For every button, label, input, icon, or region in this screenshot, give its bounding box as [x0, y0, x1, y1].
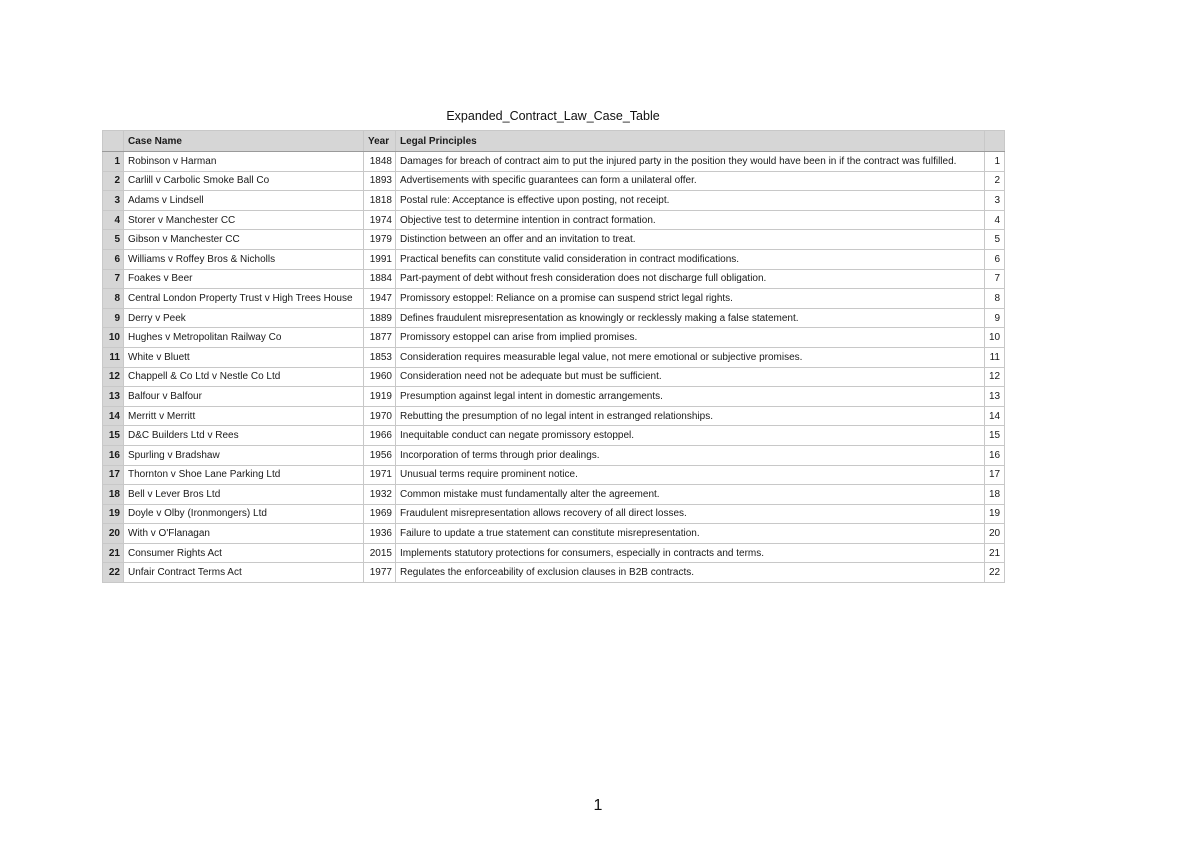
index-cell: 18 — [985, 485, 1005, 505]
index-cell: 2 — [985, 171, 1005, 191]
legal-principle-cell: Damages for breach of contract aim to put the injured party in the position they would have been in if the contract was fulfilled. — [396, 152, 985, 172]
index-cell: 10 — [985, 328, 1005, 348]
table-row — [103, 426, 1005, 446]
table-row — [103, 210, 1005, 230]
index-cell: 16 — [985, 445, 1005, 465]
table-row — [103, 171, 1005, 191]
case-name-cell: Robinson v Harman — [124, 152, 364, 172]
year-cell: 1936 — [364, 524, 396, 544]
row-number-cell: 22 — [103, 563, 124, 583]
legal-principle-cell: Promissory estoppel can arise from implied promises. — [396, 328, 985, 348]
row-number-cell: 9 — [103, 308, 124, 328]
index-cell: 14 — [985, 406, 1005, 426]
row-number-cell: 7 — [103, 269, 124, 289]
index-cell: 4 — [985, 210, 1005, 230]
legal-principle-cell: Advertisements with specific guarantees can form a unilateral offer. — [396, 171, 985, 191]
case-name-cell: Hughes v Metropolitan Railway Co — [124, 328, 364, 348]
row-number-cell: 3 — [103, 191, 124, 211]
header-row-number — [103, 131, 124, 152]
case-name-cell: Unfair Contract Terms Act — [124, 563, 364, 583]
page-title: Expanded_Contract_Law_Case_Table — [446, 109, 660, 123]
index-cell: 1 — [985, 152, 1005, 172]
row-number-cell: 19 — [103, 504, 124, 524]
row-number-cell: 1 — [103, 152, 124, 172]
case-name-cell: Derry v Peek — [124, 308, 364, 328]
table-row — [103, 269, 1005, 289]
legal-principle-cell: Incorporation of terms through prior dealings. — [396, 445, 985, 465]
index-cell: 8 — [985, 289, 1005, 309]
year-cell: 1960 — [364, 367, 396, 387]
index-cell: 17 — [985, 465, 1005, 485]
row-number-cell: 17 — [103, 465, 124, 485]
row-number-cell: 20 — [103, 524, 124, 544]
legal-principle-cell: Unusual terms require prominent notice. — [396, 465, 985, 485]
table-row — [103, 563, 1005, 583]
legal-principle-cell: Implements statutory protections for consumers, especially in contracts and terms. — [396, 543, 985, 563]
index-cell: 19 — [985, 504, 1005, 524]
legal-principle-cell: Defines fraudulent misrepresentation as knowingly or recklessly making a false statement. — [396, 308, 985, 328]
row-number-cell: 21 — [103, 543, 124, 563]
year-cell: 1889 — [364, 308, 396, 328]
index-cell: 9 — [985, 308, 1005, 328]
table-row — [103, 328, 1005, 348]
legal-principle-cell: Part-payment of debt without fresh consideration does not discharge full obligation. — [396, 269, 985, 289]
table-row — [103, 230, 1005, 250]
year-cell: 1884 — [364, 269, 396, 289]
year-cell: 1818 — [364, 191, 396, 211]
year-cell: 1893 — [364, 171, 396, 191]
header-row — [103, 131, 1005, 152]
table-row — [103, 289, 1005, 309]
case-name-cell: Consumer Rights Act — [124, 543, 364, 563]
year-cell: 1877 — [364, 328, 396, 348]
year-cell: 1932 — [364, 485, 396, 505]
index-cell: 15 — [985, 426, 1005, 446]
page-number: 1 — [593, 797, 603, 814]
legal-principle-cell: Practical benefits can constitute valid consideration in contract modifications. — [396, 249, 985, 269]
case-table — [102, 130, 1005, 583]
table-row — [103, 504, 1005, 524]
case-name-cell: Merritt v Merritt — [124, 406, 364, 426]
case-name-cell: Gibson v Manchester CC — [124, 230, 364, 250]
legal-principle-cell: Regulates the enforceability of exclusion clauses in B2B contracts. — [396, 563, 985, 583]
index-cell: 6 — [985, 249, 1005, 269]
row-number-cell: 18 — [103, 485, 124, 505]
header-case-name: Case Name — [124, 131, 364, 152]
year-cell: 1853 — [364, 347, 396, 367]
table-row — [103, 347, 1005, 367]
legal-principle-cell: Consideration need not be adequate but must be sufficient. — [396, 367, 985, 387]
table-row — [103, 465, 1005, 485]
case-name-cell: Williams v Roffey Bros & Nicholls — [124, 249, 364, 269]
case-name-cell: Balfour v Balfour — [124, 387, 364, 407]
case-name-cell: D&C Builders Ltd v Rees — [124, 426, 364, 446]
table-row — [103, 387, 1005, 407]
case-name-cell: White v Bluett — [124, 347, 364, 367]
header-year: Year — [364, 131, 396, 152]
row-number-cell: 6 — [103, 249, 124, 269]
case-name-cell: Storer v Manchester CC — [124, 210, 364, 230]
row-number-cell: 5 — [103, 230, 124, 250]
year-cell: 1979 — [364, 230, 396, 250]
row-number-cell: 2 — [103, 171, 124, 191]
case-name-cell: Bell v Lever Bros Ltd — [124, 485, 364, 505]
legal-principle-cell: Rebutting the presumption of no legal intent in estranged relationships. — [396, 406, 985, 426]
table-row — [103, 308, 1005, 328]
legal-principle-cell: Consideration requires measurable legal value, not mere emotional or subjective promises. — [396, 347, 985, 367]
index-cell: 5 — [985, 230, 1005, 250]
table-row — [103, 249, 1005, 269]
header-legal-principles: Legal Principles — [396, 131, 985, 152]
legal-principle-cell: Failure to update a true statement can constitute misrepresentation. — [396, 524, 985, 544]
case-name-cell: With v O'Flanagan — [124, 524, 364, 544]
table-row — [103, 445, 1005, 465]
year-cell: 1969 — [364, 504, 396, 524]
year-cell: 1956 — [364, 445, 396, 465]
legal-principle-cell: Distinction between an offer and an invitation to treat. — [396, 230, 985, 250]
header-index — [985, 131, 1005, 152]
table-row — [103, 152, 1005, 172]
table-header — [103, 131, 1005, 152]
year-cell: 1974 — [364, 210, 396, 230]
row-number-cell: 14 — [103, 406, 124, 426]
year-cell: 1971 — [364, 465, 396, 485]
case-name-cell: Adams v Lindsell — [124, 191, 364, 211]
case-name-cell: Chappell & Co Ltd v Nestle Co Ltd — [124, 367, 364, 387]
index-cell: 13 — [985, 387, 1005, 407]
row-number-cell: 10 — [103, 328, 124, 348]
year-cell: 1970 — [364, 406, 396, 426]
legal-principle-cell: Promissory estoppel: Reliance on a promise can suspend strict legal rights. — [396, 289, 985, 309]
case-name-cell: Doyle v Olby (Ironmongers) Ltd — [124, 504, 364, 524]
year-cell: 1991 — [364, 249, 396, 269]
row-number-cell: 13 — [103, 387, 124, 407]
table-row — [103, 543, 1005, 563]
legal-principle-cell: Common mistake must fundamentally alter the agreement. — [396, 485, 985, 505]
year-cell: 1977 — [364, 563, 396, 583]
index-cell: 3 — [985, 191, 1005, 211]
index-cell: 20 — [985, 524, 1005, 544]
legal-principle-cell: Inequitable conduct can negate promissory estoppel. — [396, 426, 985, 446]
year-cell: 1947 — [364, 289, 396, 309]
case-name-cell: Spurling v Bradshaw — [124, 445, 364, 465]
case-name-cell: Carlill v Carbolic Smoke Ball Co — [124, 171, 364, 191]
legal-principle-cell: Postal rule: Acceptance is effective upon posting, not receipt. — [396, 191, 985, 211]
case-name-cell: Foakes v Beer — [124, 269, 364, 289]
case-name-cell: Thornton v Shoe Lane Parking Ltd — [124, 465, 364, 485]
table-row — [103, 406, 1005, 426]
legal-principle-cell: Presumption against legal intent in domestic arrangements. — [396, 387, 985, 407]
row-number-cell: 15 — [103, 426, 124, 446]
legal-principle-cell: Objective test to determine intention in contract formation. — [396, 210, 985, 230]
year-cell: 1848 — [364, 152, 396, 172]
row-number-cell: 4 — [103, 210, 124, 230]
year-cell: 2015 — [364, 543, 396, 563]
year-cell: 1966 — [364, 426, 396, 446]
row-number-cell: 11 — [103, 347, 124, 367]
index-cell: 7 — [985, 269, 1005, 289]
index-cell: 11 — [985, 347, 1005, 367]
case-name-cell: Central London Property Trust v High Trees House — [124, 289, 364, 309]
table-body — [103, 152, 1005, 583]
year-cell: 1919 — [364, 387, 396, 407]
table-row — [103, 485, 1005, 505]
legal-principle-cell: Fraudulent misrepresentation allows recovery of all direct losses. — [396, 504, 985, 524]
row-number-cell: 8 — [103, 289, 124, 309]
table-row — [103, 367, 1005, 387]
table-row — [103, 191, 1005, 211]
index-cell: 12 — [985, 367, 1005, 387]
row-number-cell: 12 — [103, 367, 124, 387]
index-cell: 21 — [985, 543, 1005, 563]
row-number-cell: 16 — [103, 445, 124, 465]
index-cell: 22 — [985, 563, 1005, 583]
table-row — [103, 524, 1005, 544]
